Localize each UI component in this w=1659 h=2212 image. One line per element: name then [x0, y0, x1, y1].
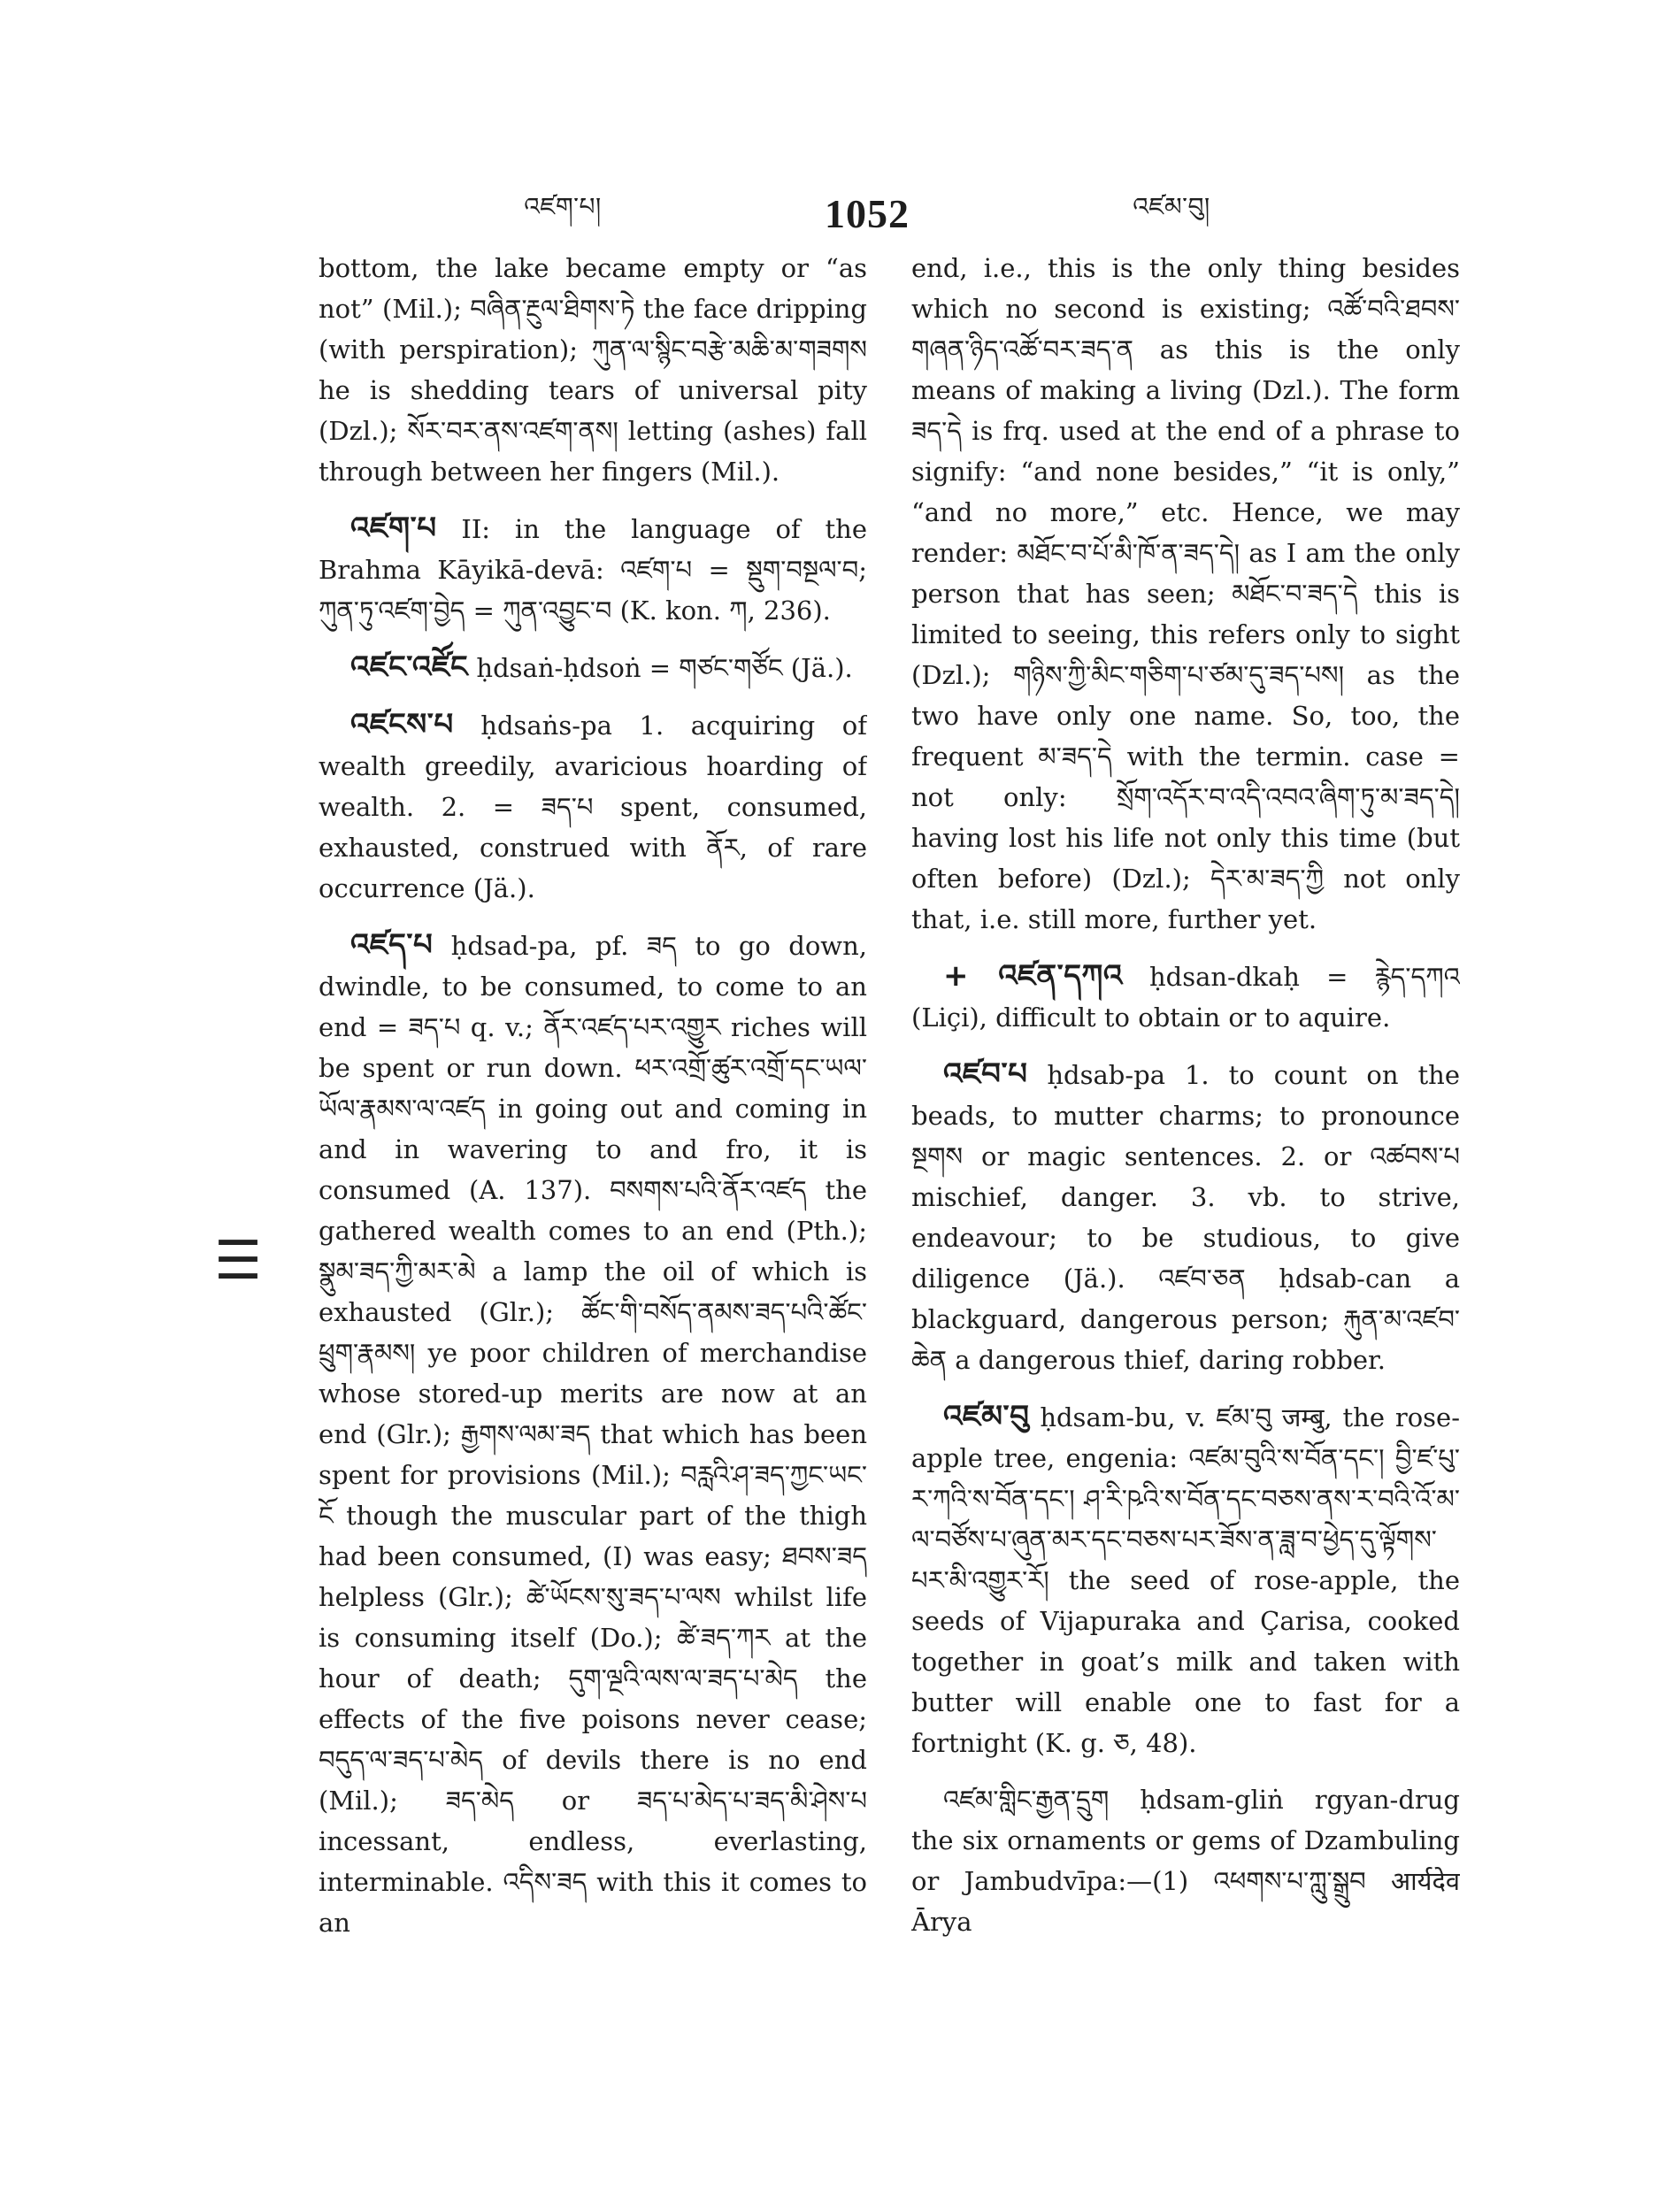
entry-hdsab-pa — [911, 1054, 1460, 1380]
entry-text: ḥdsab-pa 1. to count on the beads, to mutter charms; to pronounce སྔགས or magic sentences. 2. or འཚབས་པ mischief, danger. 3. vb. to strive, endeavour; to be studious, to give diligence (Jä.). འཛབ་ཅན ḥdsab-can a blackguard, dangerous person; རྐུན་མ་འཛབ་ཆེན a dangerous thief, daring robber. — [911, 1060, 1460, 1375]
entry-hdsam-bu — [911, 1396, 1460, 1763]
entry-hdsan-dkah — [911, 956, 1460, 1038]
left-entry-continuation: bottom, the lake became empty or “as not” (Mil.); བཞིན་རྔུལ་ཐིགས་ཏེ the face dripping (with perspiration); ཀུན་ལ་སྙིང་བརྩེ་མཆི་མ་གཟགས he is shedding tears of universal pity (Dzl.); སོར་བར་ནས་འཛག་ནས། letting (ashes) fall through between her fingers (Mil.). — [319, 253, 867, 487]
entry-text: ḥdsan-dkaḥ = རྙེད་དཀའ (Liçi), difficult to obtain or to aquire. — [911, 962, 1460, 1033]
headword: འཛང་འཛོང — [350, 649, 469, 685]
entry-text: ḥdsaṅs-pa 1. acquiring of wealth greedily, avaricious hoarding of wealth. 2. = ཟད་པ spent, consumed, exhausted, construed with ནོར, of rare occurrence (Jä.). — [319, 710, 867, 903]
headword: འཛད་པ — [350, 927, 434, 963]
entry-hdsans-pa — [319, 704, 867, 909]
left-column — [319, 248, 867, 2000]
entry-text: ḥdsam-bu, v. ཛམ་བུ जम्बु, the rose-apple tree, engenia: འཛམ་བུའི་ས་བོན་དང་། བྱི་ཛ་པུ་ར་ཀའི་ས་བོན་དང་། ཤ་རི་ཥའི་ས་བོན་དང་བཅས་ནས་ར་བའི་འོ་མ་ལ་བཙོས་པ་ཞུན་མར་དང་བཅས་པར་ཟོས་ན་ཟླ་བ་ཕྱེད་དུ་ལྟོགས་པར་མི་འགྱུར་རོ། the seed of rose-apple, the seeds of Vijapuraka and Çarisa, cooked together in goat’s milk and taken with butter will enable one to fast for a fortnight (K. g. ཅ, 48). — [911, 1402, 1460, 1758]
entry-hdsad-pa — [319, 925, 867, 1943]
headword: འཛངས་པ — [350, 707, 454, 742]
headword: + འཛན་དཀའ — [943, 958, 1123, 994]
margin-hatch-icon: ☰ — [214, 1230, 258, 1292]
entry-text: ḥdsad-pa, pf. ཟད to go down, dwindle, to be consumed, to come to an end = ཟད་པ q. v.; ནོར་འཛད་པར་འགྱུར riches will be spent or run down. ཕར་འགྲོ་ཚུར་འགྲོ་དང་ཡལ་ཡོལ་རྣམས་ལ་འཛད in going out and coming in and in wavering to and fro, it is consumed (A. 137). བསགས་པའི་ནོར་འཛད the gathered wealth comes to an end (Pth.); སྣུམ་ཟད་ཀྱི་མར་མེ a lamp the oil of which is exhausted (Glr.); ཚོང་གི་བསོད་ནམས་ཟད་པའི་ཚོང་ཕྲུག་རྣམས། ye poor children of merchandise whose stored-up merits are now at an end (Glr.); རྒྱགས་ལམ་ཟད that which has been spent for provisions (Mil.); བརླའི་ཤ་ཟད་ཀྱང་ཡང་ངོ though the muscular part of the thigh had been consumed, (I) was easy; ཐབས་ཟད helpless (Glr.); ཚེ་ཡོངས་སུ་ཟད་པ་ལས whilst life is consuming itself (Do.); ཚེ་ཟད་ཀར at the hour of death; དུག་ལྔའི་ལས་ལ་ཟད་པ་མེད the effects of the five poisons never cease; བདུད་ལ་ཟད་པ་མེད of devils there is no end (Mil.); ཟད་མེད or ཟད་པ་མེད་པ་ཟད་མི་ཤེས་པ incessant, endless, everlasting, interminable. འདིས་ཟད with this it comes to an — [319, 931, 867, 1938]
entry-hdsag-pa-ii — [319, 508, 867, 631]
right-running-headword: འཛམ་བུ། — [1133, 192, 1210, 221]
page-header — [319, 179, 1416, 241]
entry-hdsan-hdson — [319, 647, 867, 688]
headword: འཛག་པ — [350, 511, 437, 546]
right-column — [911, 248, 1460, 2000]
headword: འཛབ་པ — [943, 1056, 1028, 1092]
entry-hdsam-glin-rgyan-drug: འཛམ་གླིང་རྒྱན་དྲུག ḥdsam-gliṅ rgyan-drug the six ornaments or gems of Dzambuling or Jambudvīpa:—(1) འཕགས་པ་ཀླུ་སྒྲུབ आर्यदेव Ārya — [911, 1785, 1460, 1937]
page-number: 1052 — [825, 191, 910, 236]
headword: འཛམ་བུ — [943, 1399, 1030, 1434]
left-running-headword: འཛག་པ། — [524, 192, 602, 221]
right-entry-continuation: end, i.e., this is the only thing besides which no second is existing; འཚོ་བའི་ཐབས་གཞན་ཉིད་འཚོ་བར་ཟད་ན as this is the only means of making a living (Dzl.). The form ཟད་དེ is frq. used at the end of a phrase to signify: “and none besides,” “it is only,” “and no more,” etc. Hence, we may render: མཐོང་བ་པོ་མི་ཁོ་ན་ཟད་དེ། as I am the only person that has seen; མཐོང་བ་ཟད་དེ this is limited to seeing, this refers only to sight (Dzl.); གཉིས་ཀྱི་མིང་གཅིག་པ་ཙམ་དུ་ཟད་པས། as the two have only one name. So, too, the frequent མ་ཟད་དེ with the termin. case = not only: སྲོག་འདོར་བ་འདི་འབའ་ཞིག་ཏུ་མ་ཟད་དེ། having lost his life not only this time (but often before) (Dzl.); དེར་མ་ཟད་ཀྱི not only that, i.e. still more, further yet. — [911, 253, 1460, 934]
entry-text: ḥdsaṅ-ḥdsoṅ = གཙང་གཙོང (Jä.). — [468, 653, 853, 683]
entry-text: II: in the language of the Brahma Kāyikā-devā: འཛག་པ = སྡུག་བསྔལ་བ; ཀུན་ཏུ་འཛག་བྱེད = ཀུན་འབྱུང་བ (K. kon. ཀ, 236). — [319, 514, 867, 626]
